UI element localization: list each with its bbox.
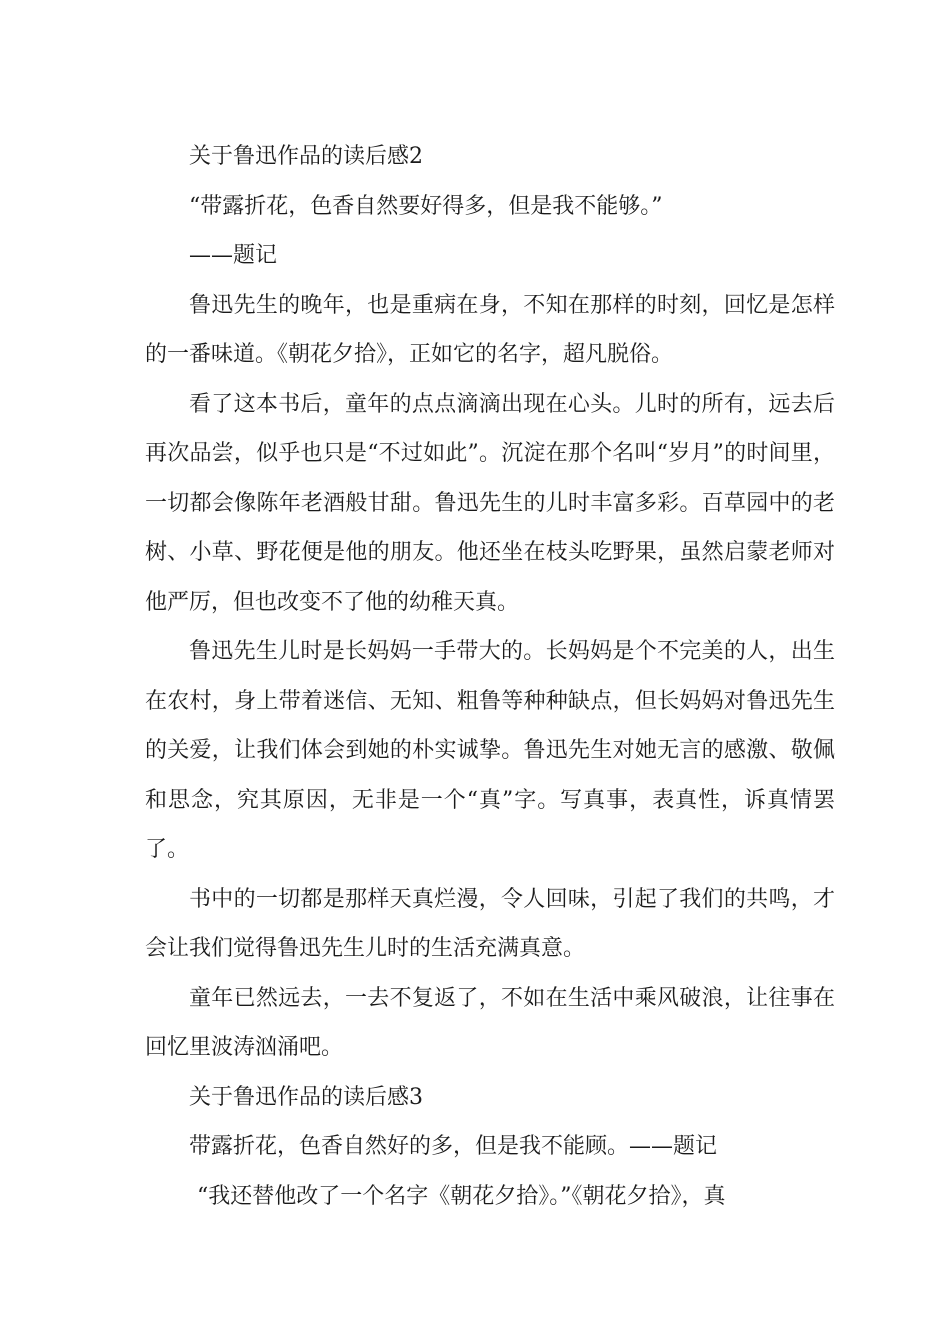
epigraph-attribution: ——题记 [189,243,278,268]
body-paragraph-1: 鲁迅先生的晚年，也是重病在身，不知在那样的时刻，回忆是怎样的一番味道。《朝花夕拾》，正如它的名字，超凡脱俗。 [145,292,835,367]
body-paragraph-4: 书中的一切都是那样天真烂漫，令人回味，引起了我们的共鸣，才会让我们觉得鲁迅先生儿时的生活充满真意。 [145,886,835,961]
body-paragraph-3: 鲁迅先生儿时是长妈妈一手带大的。长妈妈是个不完美的人，出生在农村，身上带着迷信、无知、粗鲁等种种缺点，但长妈妈对鲁迅先生的关爱，让我们体会到她的朴实诚挚。鲁迅先生对她无言的感激、敬佩和思念，究其原因，无非是一个“真”字。写真事，表真性，诉真情罢了。 [145,639,835,862]
epigraph-quote: “带露折花，色香自然要好得多，但是我不能够。” [189,193,663,219]
section-heading-3: 关于鲁迅作品的读后感3 [189,1084,423,1110]
body-paragraph-6: “我还替他改了一个名字《朝花夕拾》。”《朝花夕拾》，真 [197,1183,726,1209]
body-paragraph-2: 看了这本书后，童年的点点滴滴出现在心头。儿时的所有，远去后再次品尝，似乎也只是“不过如此”。沉淀在那个名叫“岁月”的时间里，一切都会像陈年老酒般甘甜。鲁迅先生的儿时丰富多彩。百草园中的老树、小草、野花便是他的朋友。他还坐在枝头吃野果，虽然启蒙老师对他严厉，但也改变不了他的幼稚天真。 [145,391,835,615]
body-paragraph-5: 童年已然远去，一去不复返了，不如在生活中乘风破浪，让往事在回忆里波涛汹涌吧。 [145,985,835,1060]
document-body [145,132,835,1221]
epigraph-3: 带露折花，色香自然好的多，但是我不能顾。——题记 [189,1134,718,1159]
section-heading-2: 关于鲁迅作品的读后感2 [189,144,423,169]
